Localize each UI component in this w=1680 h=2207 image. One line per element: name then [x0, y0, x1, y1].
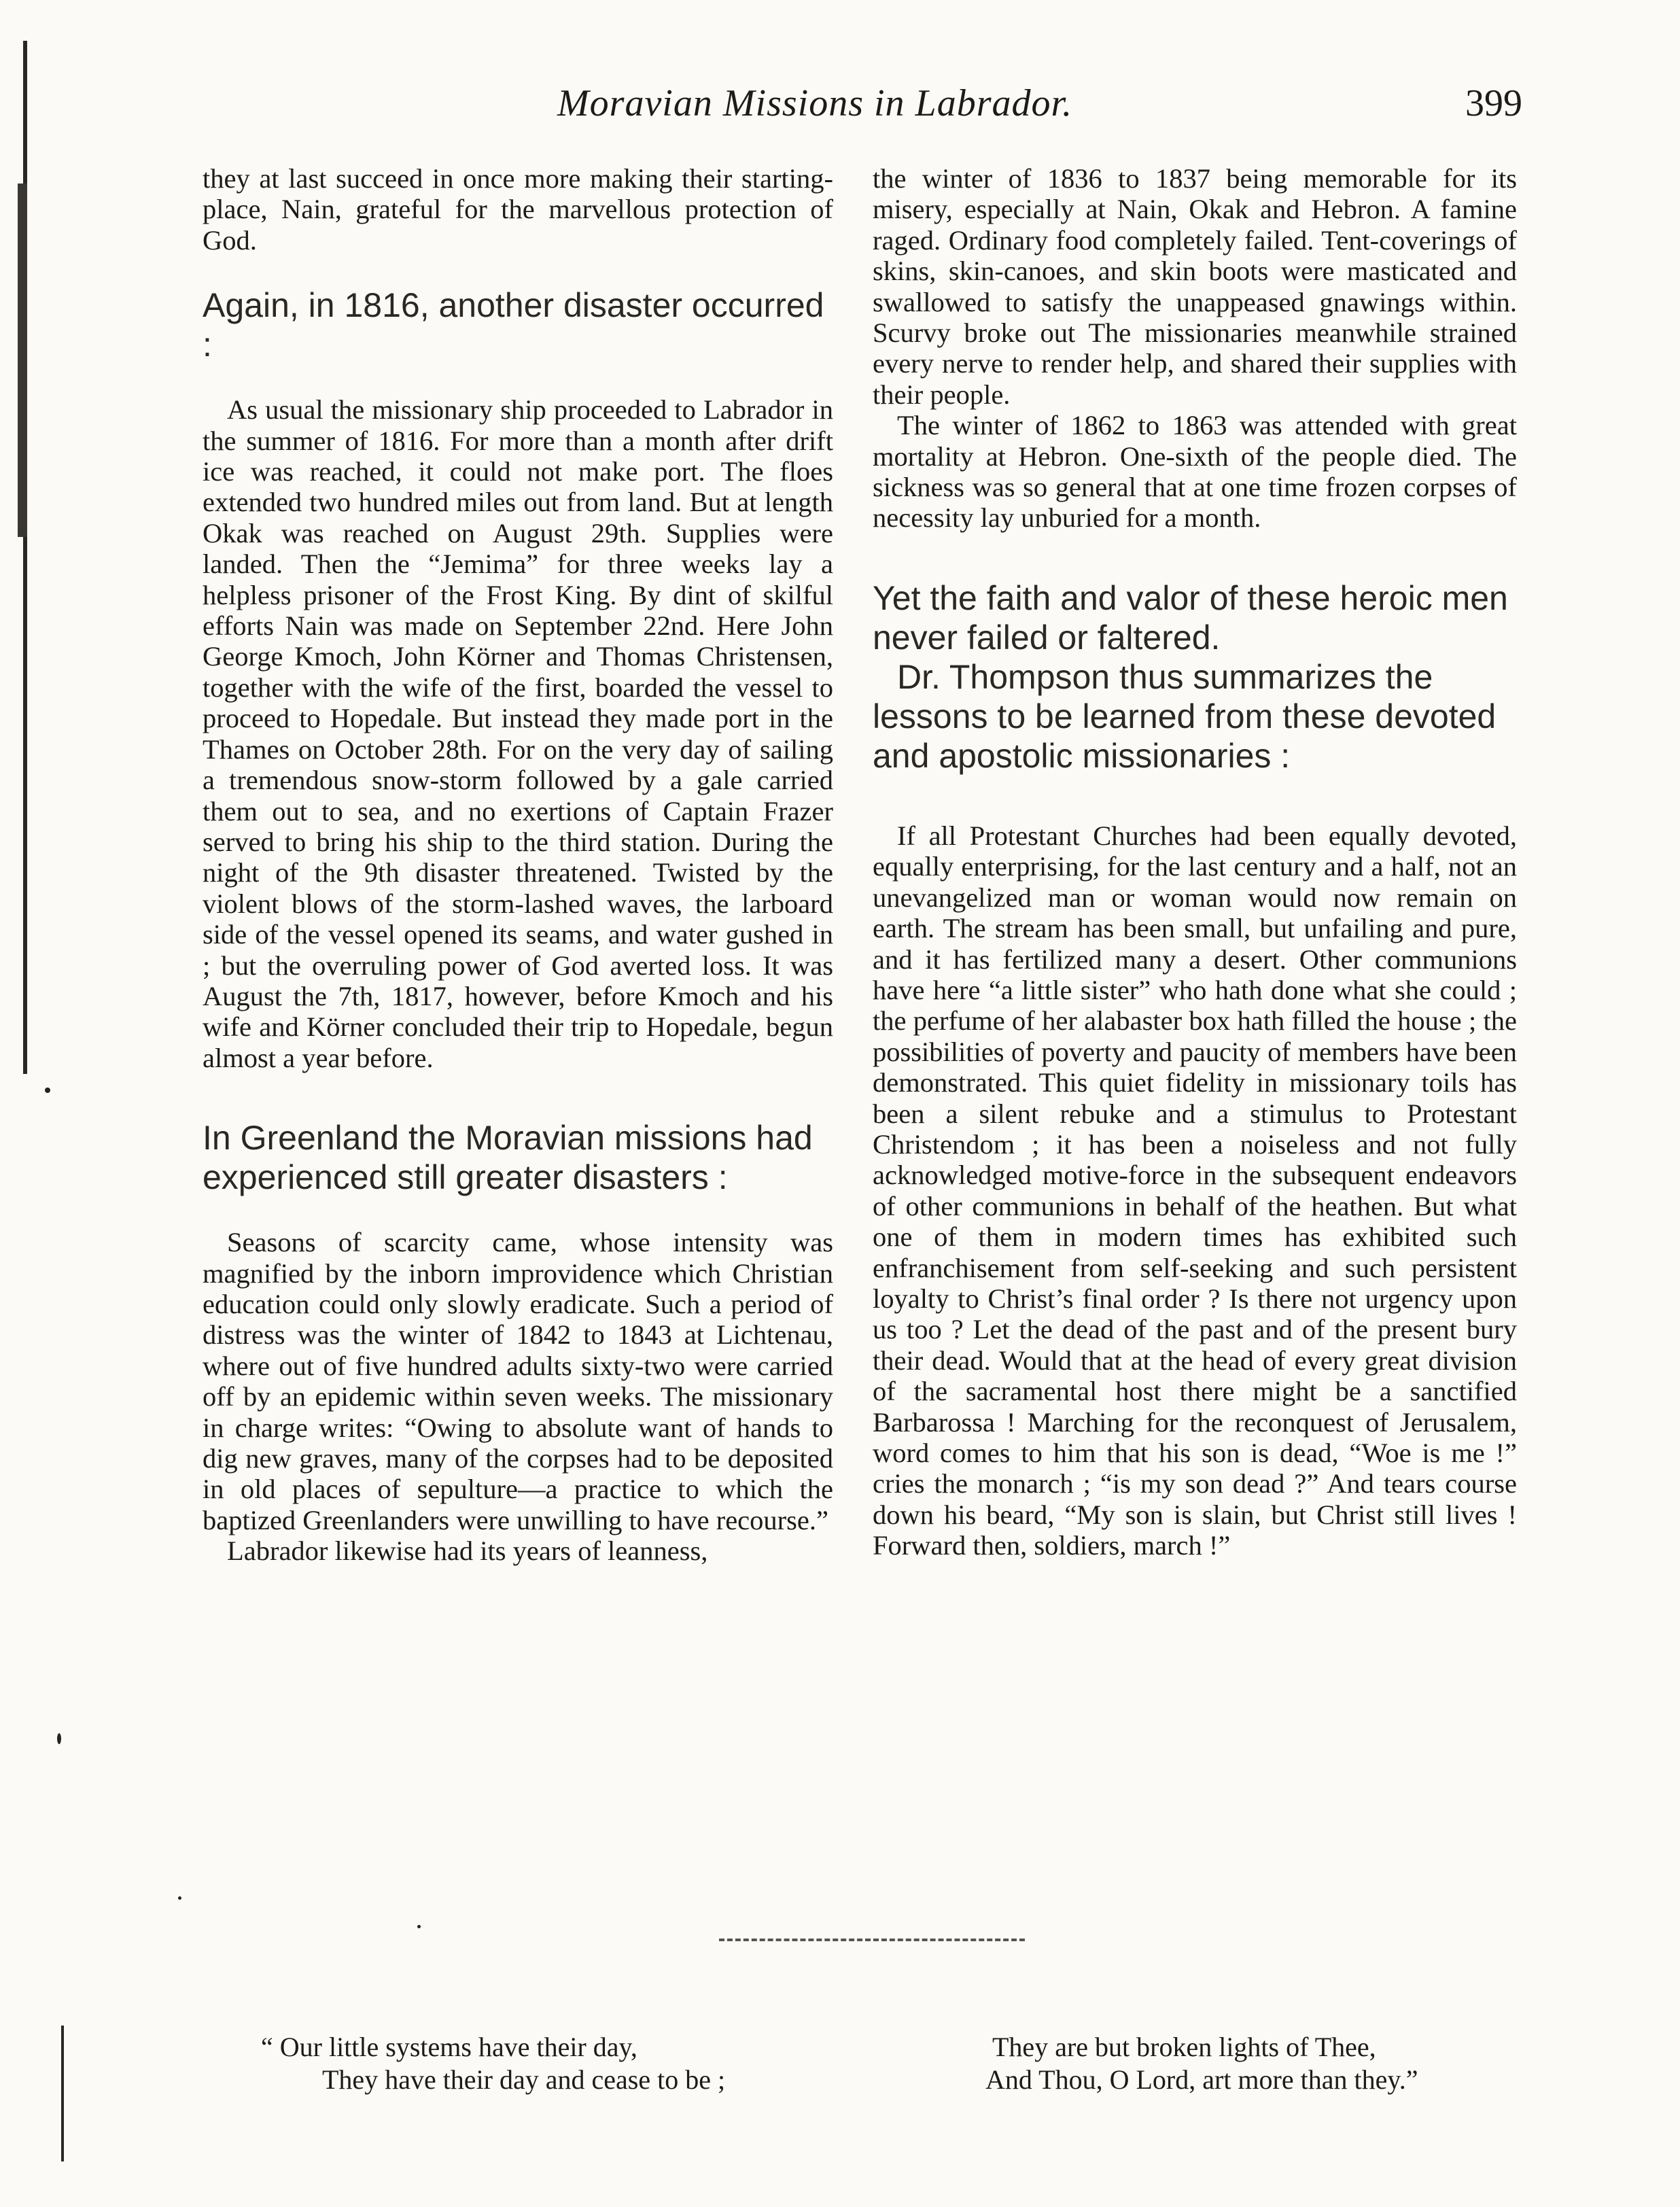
scan-edge-line-bottom [61, 2026, 64, 2161]
aside-heading: Yet the faith and valor of these heroic men never failed or faltered. [873, 578, 1508, 657]
verse-line: And Thou, O Lord, art more than they.” [985, 2064, 1418, 2095]
paragraph: If all Protestant Churches had been equally devoted, equally enterprising, for the last century and a half, not an unevangelized man or woman would now remain on earth. The stream has been small, but unfailing and pure, and it has fertilized many a desert. Other communions have here “a little sister” who hath done what she could ; the perfume of her alabaster box hath filled the house ; the possibilities of poverty and paucity of members have been demonstrated. This quiet fidelity in missionary toils has been a silent rebuke and a stimulus to Protestant Christendom ; it has been a noiseless and not fully acknowledged motive-force in the subsequent endeavors of other communions in behalf of the heathen. But what one of them in modern times has exhibited such enfranchisement from self-seeking and such persistent loyalty to Christ’s final order ? Is there not urgency upon us too ? Let the dead of the past and of the present bury their dead. Would that at the head of every great division of the sacramental host there might be a sanctified Barbarossa ! Marching for the reconquest of Jerusalem, word comes to him that his son is dead, “Woe is me !” cries the monarch ; “is my son dead ?” And tears course down his beard, “My son is slain, but Christ still lives ! Forward then, soldiers, march !” [873, 820, 1517, 1561]
left-column [203, 163, 833, 1567]
paragraph: The winter of 1862 to 1863 was attended with great mortality at Hebron. One-sixth of the people died. The sickness was so general that at one time frozen corpses of necessity lay unburied for a month. [873, 410, 1517, 534]
paragraph: Seasons of scarcity came, whose intensity was magnified by the inborn improvidence which Christian education could only slowly eradicate. Such a period of distress was the winter of 1842 to 1843 at Lichtenau, where out of five hundred adults sixty-two were carried off by an epidemic within seven weeks. The missionary in charge writes: “Owing to absolute want of hands to dig new graves, many of the corpses had to be deposited in old places of sepulture—a practice to which the baptized Greenlanders were unwilling to have recourse.” [203, 1227, 833, 1535]
right-column [873, 163, 1517, 1561]
verse-line: They have their day and cease to be ; [322, 2064, 726, 2095]
section-divider [719, 1939, 1025, 1941]
verse-line: “ Our little systems have their day, [261, 2032, 637, 2062]
scan-speck [178, 1896, 181, 1900]
scan-speck [45, 1088, 50, 1093]
aside-heading: In Greenland the Moravian missions had experienced still greater disasters : [203, 1119, 813, 1197]
verse-left [261, 2031, 859, 2096]
aside-heading: Dr. Thompson thus summarizes the lessons to be learned from these devoted and apostolic missionaries : [873, 657, 1497, 775]
aside-heading: Again, in 1816, another disaster occurred : [203, 286, 824, 364]
scan-speck [417, 1925, 421, 1928]
running-title: Moravian Missions in Labrador. [557, 82, 1073, 124]
paragraph: As usual the missionary ship proceeded to Labrador in the summer of 1816. For more than a month after drift ice was reached, it could not make port. The floes extended two hundred miles out from land. But at length Okak was reached on August 29th. Supplies were landed. Then the “Jemima” for three weeks lay a helpless prisoner of the Frost King. By dint of skilful efforts Nain was made on September 22nd. Here John George Kmoch, John Körner and Thomas Christensen, together with the wife of the first, boarded the vessel to proceed to Hopedale. But instead they made port in the Thames on October 28th. For on the very day of sailing a tremendous snow-storm followed by a gale carried them out to sea, and no exertions of Captain Frazer served to bring his ship to the third station. During the night of the 9th disaster threatened. Twisted by the violent blows of the storm-lashed waves, the larboard side of the vessel opened its seams, and water gushed in ; but the overruling power of God averted loss. It was August the 7th, 1817, however, before Kmoch and his wife and Körner concluded their trip to Hopedale, begun almost a year before. [203, 394, 833, 1073]
verse-line: They are but broken lights of Thee, [992, 2032, 1376, 2062]
scan-edge-shadow [18, 184, 27, 537]
page-number: 399 [1465, 82, 1522, 124]
verse-right [965, 2031, 1550, 2096]
paragraph: the winter of 1836 to 1837 being memorable for its misery, especially at Nain, Okak and Hebron. A famine raged. Ordinary food completely failed. Tent-coverings of skins, skin-canoes, and skin boots were masticated and swallowed to satisfy the unappeased gnawings within. Scurvy broke out The missionaries meanwhile strained every nerve to render help, and shared their supplies with their people. [873, 163, 1517, 410]
paragraph: they at last succeed in once more making their starting-place, Nain, grateful for the marvellous protection of God. [203, 163, 833, 256]
scan-speck [57, 1733, 61, 1744]
paragraph: Labrador likewise had its years of leanness, [227, 1535, 708, 1567]
